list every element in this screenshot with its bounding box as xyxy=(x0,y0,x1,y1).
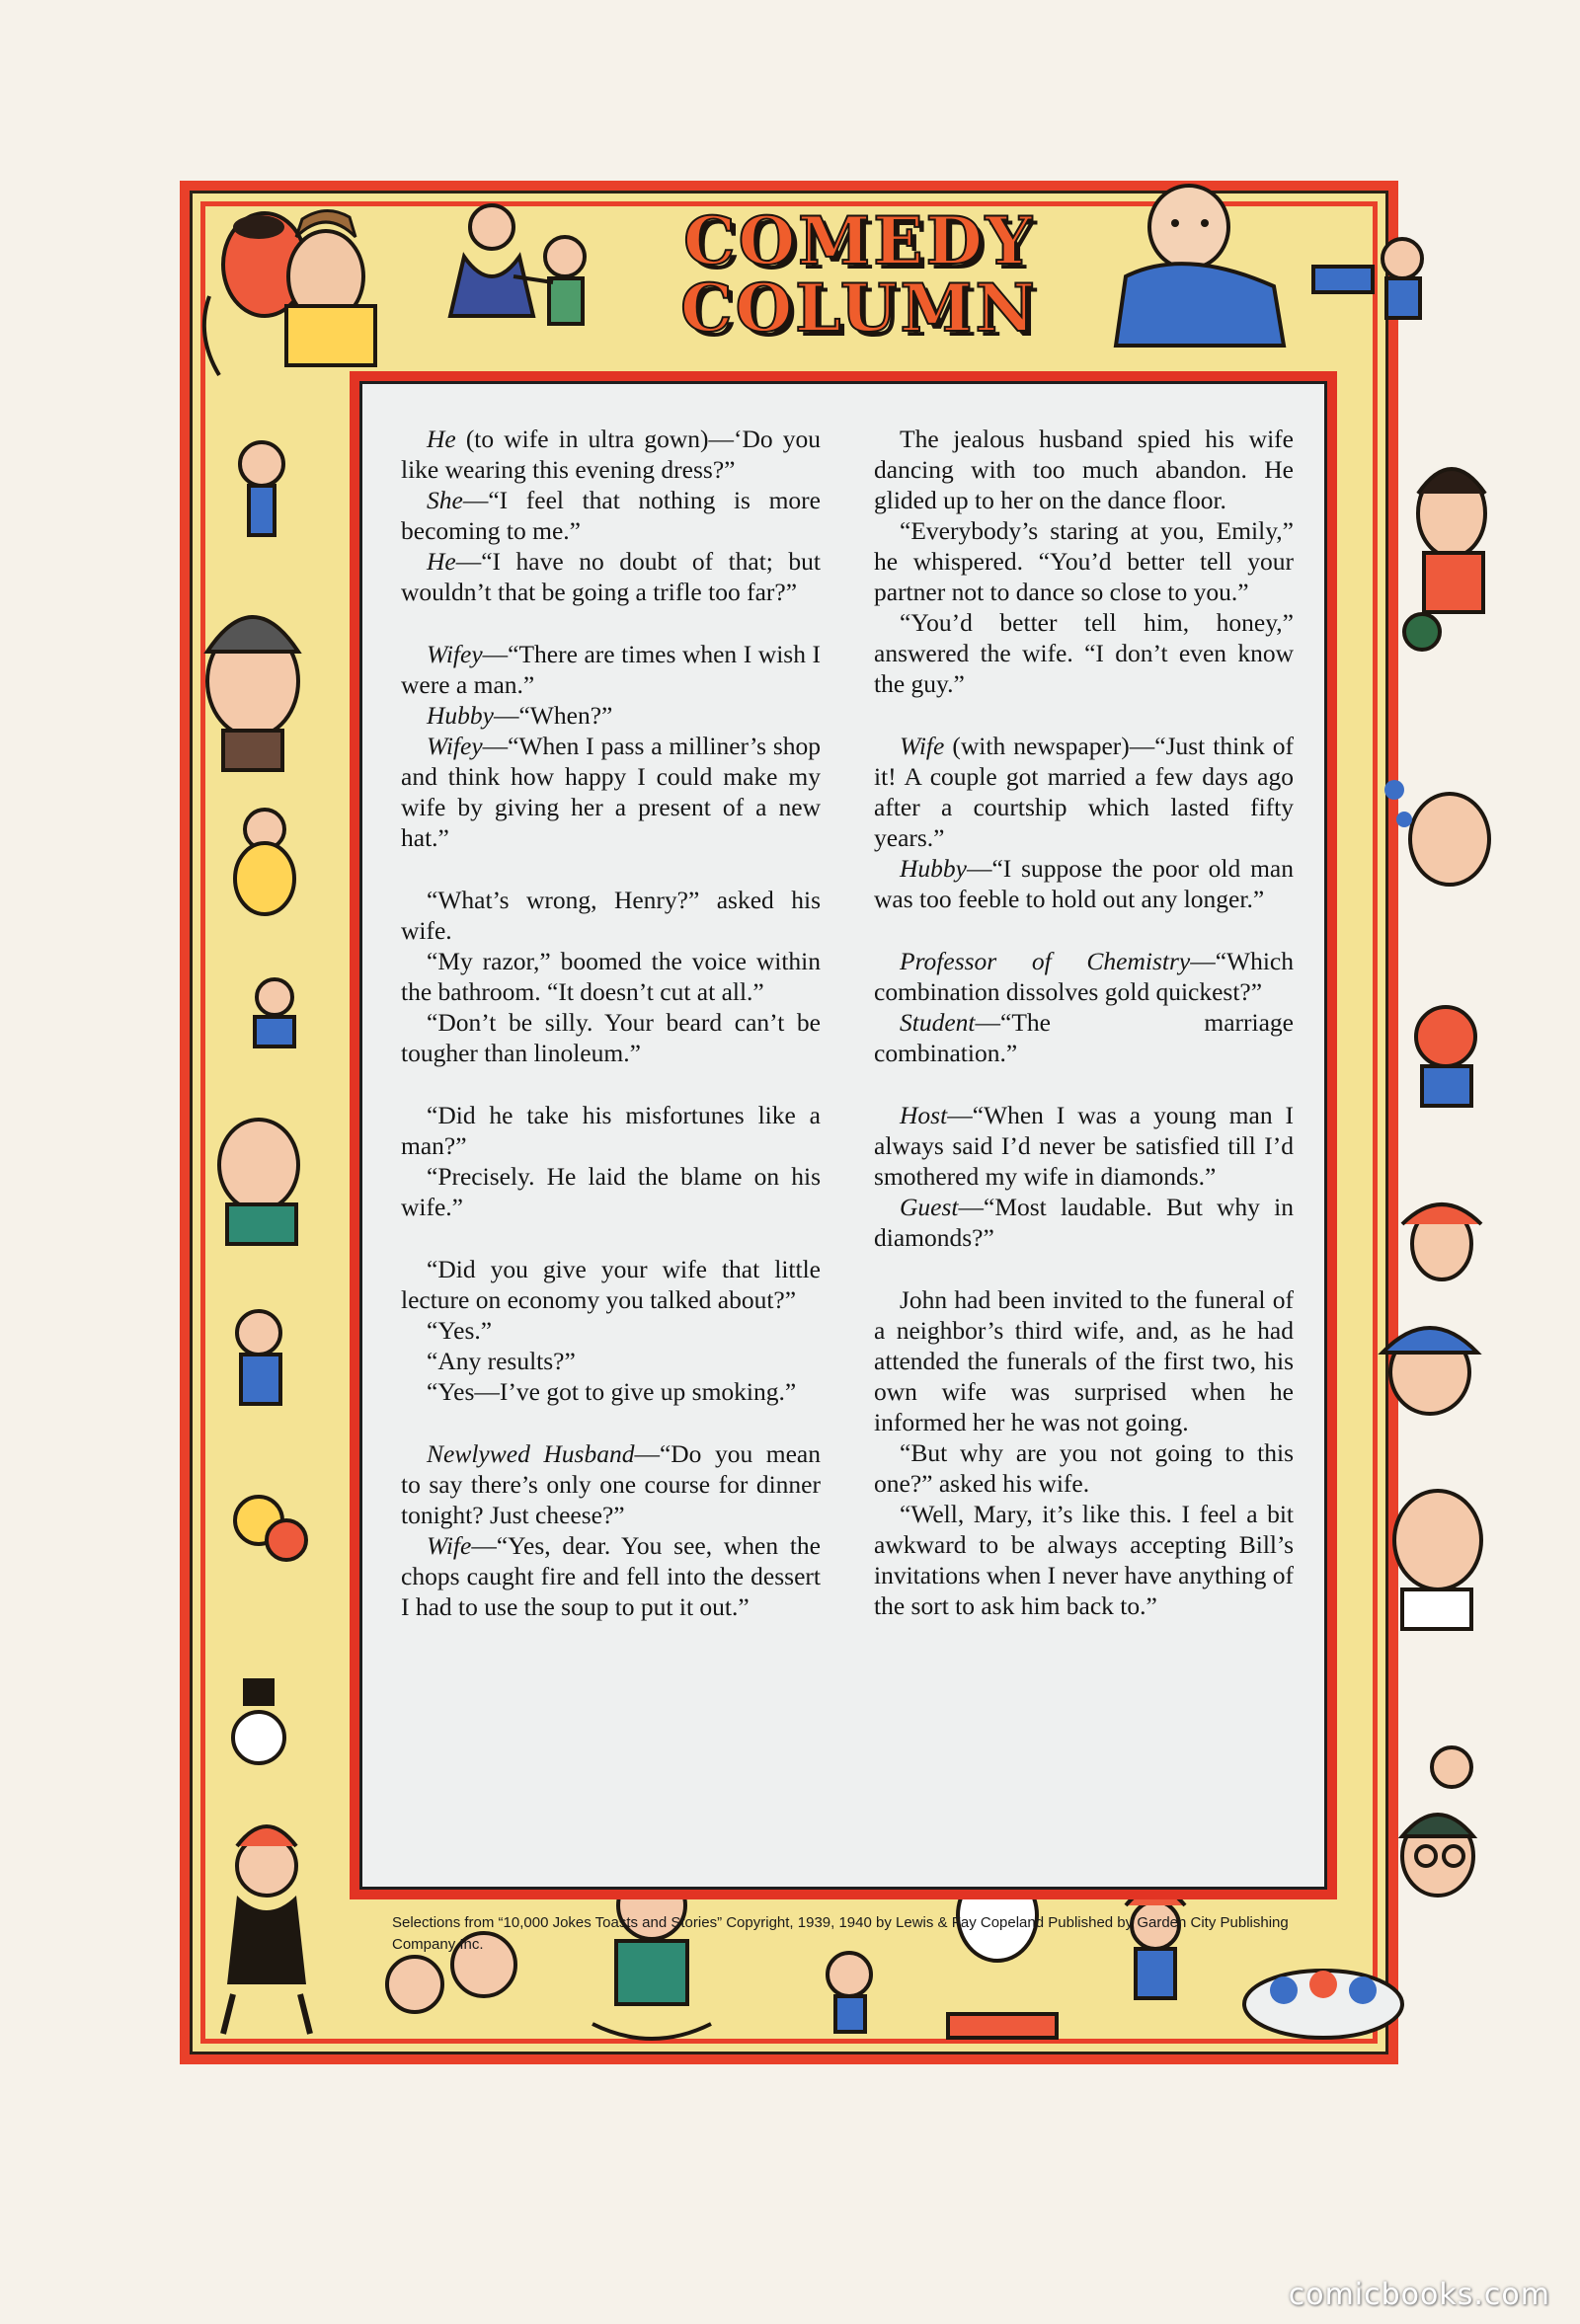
joke-line xyxy=(401,1438,821,1530)
joke-line xyxy=(401,1346,821,1376)
speaker-name: Professor of Chemistry xyxy=(900,947,1191,975)
joke xyxy=(874,1100,1294,1253)
joke-text: —“Yes, dear. You see, when the chops caught fire and fell into the dessert I had to use the soup to put it out.” xyxy=(401,1531,821,1621)
joke-line xyxy=(401,639,821,700)
copyright-credit: Selections from “10,000 Jokes Toasts and Stories” Copyright, 1939, 1940 by Lewis & Fay Copeland Published by Garden City Publishing Company Inc. xyxy=(392,1914,1289,1953)
joke-line xyxy=(401,1007,821,1068)
speaker-name: She xyxy=(427,486,463,514)
joke-line xyxy=(874,607,1294,699)
joke-line xyxy=(401,731,821,853)
joke-text: (to wife in ultra gown)—‘Do you like wearing this evening dress?” xyxy=(401,425,821,484)
speaker-name: Wifey xyxy=(427,732,483,760)
joke-text: (with newspaper)—“Just think of it! A couple got married a few days ago after a courtship which lasted fifty years.” xyxy=(874,732,1294,852)
joke-text: —“I have no doubt of that; but wouldn’t that be going a trifle too far?” xyxy=(401,547,821,606)
cartoon-couple-illustration xyxy=(204,210,375,375)
joke-line xyxy=(874,946,1294,1007)
joke-line xyxy=(401,424,821,485)
joke-line xyxy=(874,1007,1294,1068)
joke-text: “But why are you not going to this one?” asked his wife. xyxy=(874,1438,1294,1498)
speaker-name: Guest xyxy=(900,1193,959,1221)
speaker-name: He xyxy=(427,547,456,576)
joke-line xyxy=(401,1315,821,1346)
joke xyxy=(874,946,1294,1068)
joke-text: —“There are times when I wish I were a man.” xyxy=(401,640,821,699)
speaker-name: Hubby xyxy=(427,701,494,730)
joke xyxy=(401,1100,821,1222)
joke-text: “Yes—I’ve got to give up smoking.” xyxy=(427,1377,797,1406)
joke-text: “Don’t be silly. Your beard can’t be tougher than linoleum.” xyxy=(401,1008,821,1067)
joke-text: “Yes.” xyxy=(427,1316,493,1345)
speaker-name: Wife xyxy=(900,732,945,760)
joke-text: —“When I was a young man I always said I’d never be satisfied till I’d smothered my wife in diamonds.” xyxy=(874,1101,1294,1191)
joke-text: —“When?” xyxy=(493,701,613,730)
site-watermark: comicbooks.com xyxy=(1288,2278,1550,2312)
joke-text: John had been invited to the funeral of a neighbor’s third wife, and, as he had attended the funerals of the first two, his own wife was surprised when he informed her he was not going. xyxy=(874,1285,1294,1436)
joke xyxy=(401,424,821,607)
joke-line xyxy=(401,700,821,731)
speaker-name: Wife xyxy=(427,1531,472,1560)
cartoon-left-figures xyxy=(207,442,306,1763)
jokes-panel-inner xyxy=(359,381,1327,1890)
joke-line xyxy=(874,515,1294,607)
cartoon-kid-cannon xyxy=(1313,239,1422,318)
joke-text: The jealous husband spied his wife dancing with too much abandon. He glided up to her on the dance floor. xyxy=(874,425,1294,514)
right-column xyxy=(874,424,1294,1653)
speaker-name: Newlywed Husband xyxy=(427,1439,635,1468)
joke-line xyxy=(401,946,821,1007)
joke-text: “What’s wrong, Henry?” asked his wife. xyxy=(401,886,821,945)
cartoon-bald-man xyxy=(1116,186,1284,346)
joke-text: “My razor,” boomed the voice within the bathroom. “It doesn’t cut at all.” xyxy=(401,947,821,1006)
joke-line xyxy=(401,885,821,946)
speaker-name: Wifey xyxy=(427,640,483,668)
joke-text: “You’d better tell him, honey,” answered the wife. “I don’t even know the guy.” xyxy=(874,608,1294,698)
joke-text: “Did he take his misfortunes like a man?” xyxy=(401,1101,821,1160)
joke xyxy=(401,885,821,1068)
joke-line xyxy=(401,1161,821,1222)
joke-text: “Did you give your wife that little lecture on economy you talked about?” xyxy=(401,1255,821,1314)
joke xyxy=(874,731,1294,914)
joke-line xyxy=(874,731,1294,853)
left-column xyxy=(401,424,821,1654)
joke-text: “Any results?” xyxy=(427,1347,576,1375)
joke-line xyxy=(874,424,1294,515)
joke-line xyxy=(874,1437,1294,1499)
joke-line xyxy=(401,1530,821,1622)
joke xyxy=(401,639,821,853)
cartoon-dancing-kids xyxy=(450,205,585,324)
joke-line xyxy=(401,1254,821,1315)
joke-line xyxy=(874,1499,1294,1621)
joke-line xyxy=(401,1376,821,1407)
joke-text: —“When I pass a milliner’s shop and think how happy I could make my wife by giving her a present of a new hat.” xyxy=(401,732,821,852)
joke-text: —“I feel that nothing is more becoming to me.” xyxy=(401,486,821,545)
joke xyxy=(874,424,1294,699)
comedy-column-title xyxy=(642,202,1076,355)
joke-text: —“Most laudable. But why in diamonds?” xyxy=(874,1193,1294,1252)
joke-line xyxy=(401,1100,821,1161)
joke xyxy=(401,1254,821,1407)
speaker-name: Student xyxy=(900,1008,976,1037)
joke-line xyxy=(401,546,821,607)
jokes-panel xyxy=(350,371,1337,1899)
joke-text: —“Which combination dissolves gold quickest?” xyxy=(874,947,1294,1006)
joke-text: —“I suppose the poor old man was too feeble to hold out any longer.” xyxy=(874,854,1294,913)
joke-line xyxy=(401,485,821,546)
joke-text: —“Do you mean to say there’s only one course for dinner tonight? Just cheese?” xyxy=(401,1439,821,1529)
speaker-name: He xyxy=(427,425,456,453)
speaker-name: Host xyxy=(900,1101,948,1129)
cartoon-right-figures xyxy=(1382,469,1489,1896)
speaker-name: Hubby xyxy=(900,854,967,883)
joke-line xyxy=(874,853,1294,914)
joke xyxy=(401,1438,821,1622)
joke-line xyxy=(874,1284,1294,1437)
joke xyxy=(874,1284,1294,1621)
joke-text: “Everybody’s staring at you, Emily,” he whispered. “You’d better tell your partner not to dance so close to you.” xyxy=(874,516,1294,606)
joke-line xyxy=(874,1100,1294,1192)
joke-line xyxy=(874,1192,1294,1253)
title-line-1: COMEDY xyxy=(683,202,1035,279)
title-line-2: COLUMN xyxy=(680,270,1038,347)
joke-text: “Precisely. He laid the blame on his wife.” xyxy=(401,1162,821,1221)
joke-text: “Well, Mary, it’s like this. I feel a bit awkward to be always accepting Bill’s invitations when I never have anything of the sort to ask him back to.” xyxy=(874,1500,1294,1620)
joke-text: —“The marriage combination.” xyxy=(874,1008,1294,1067)
